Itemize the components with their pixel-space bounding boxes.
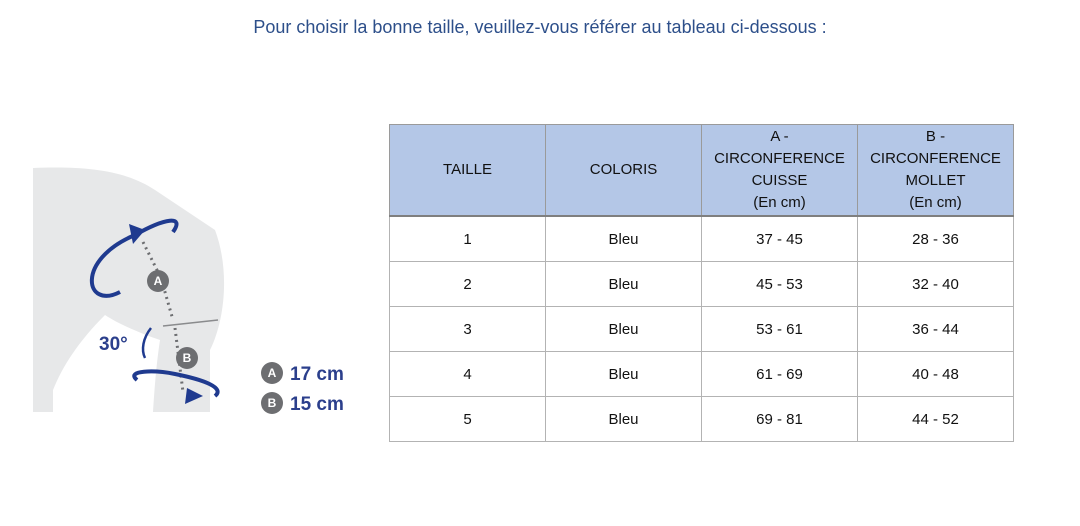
legend-a-letter: A <box>267 366 277 380</box>
leg-silhouette <box>33 168 224 412</box>
header-size: TAILLE <box>390 125 546 217</box>
cell-color: Bleu <box>546 397 702 442</box>
badge-b-letter: B <box>182 351 192 365</box>
header-thigh-line: CUISSE <box>751 172 808 189</box>
size-chart-table <box>389 124 1014 442</box>
header-calf <box>858 125 1014 217</box>
cell-color: Bleu <box>546 216 702 262</box>
cell-color: Bleu <box>546 262 702 307</box>
cell-calf: 28 - 36 <box>858 216 1014 262</box>
header-calf-line: (En cm) <box>909 194 962 211</box>
header-thigh-line: (En cm) <box>753 194 806 211</box>
table-row <box>390 307 1014 352</box>
badge-a-letter: A <box>153 274 163 288</box>
cell-size: 5 <box>390 397 546 442</box>
cell-thigh: 37 - 45 <box>702 216 858 262</box>
legend-a-measure: 17 cm <box>290 364 344 385</box>
header-calf-line: MOLLET <box>905 172 966 189</box>
header-thigh-line: CIRCONFERENCE <box>714 150 845 167</box>
page-heading: Pour choisir la bonne taille, veuillez-vous référer au tableau ci-dessous : <box>253 17 827 37</box>
header-thigh-line: A - <box>770 128 789 145</box>
cell-thigh: 69 - 81 <box>702 397 858 442</box>
cell-thigh: 53 - 61 <box>702 307 858 352</box>
header-calf-line: CIRCONFERENCE <box>870 150 1001 167</box>
cell-color: Bleu <box>546 352 702 397</box>
header-thigh <box>702 125 858 217</box>
cell-calf: 32 - 40 <box>858 262 1014 307</box>
header-calf-line: B - <box>925 128 946 145</box>
table-row <box>390 262 1014 307</box>
cell-calf: 40 - 48 <box>858 352 1014 397</box>
table-row <box>390 397 1014 442</box>
cell-thigh: 45 - 53 <box>702 262 858 307</box>
cell-calf: 44 - 52 <box>858 397 1014 442</box>
cell-calf: 36 - 44 <box>858 307 1014 352</box>
table-header-row <box>390 125 1014 217</box>
cell-size: 4 <box>390 352 546 397</box>
table-row <box>390 352 1014 397</box>
header-color: COLORIS <box>546 125 702 217</box>
legend-b-letter: B <box>267 396 277 410</box>
cell-size: 1 <box>390 216 546 262</box>
cell-thigh: 61 - 69 <box>702 352 858 397</box>
cell-color: Bleu <box>546 307 702 352</box>
angle-label: 30° <box>99 334 128 355</box>
cell-size: 3 <box>390 307 546 352</box>
knee-measurement-diagram <box>25 160 365 420</box>
legend-b-measure: 15 cm <box>290 394 344 415</box>
table-row <box>390 216 1014 262</box>
cell-size: 2 <box>390 262 546 307</box>
